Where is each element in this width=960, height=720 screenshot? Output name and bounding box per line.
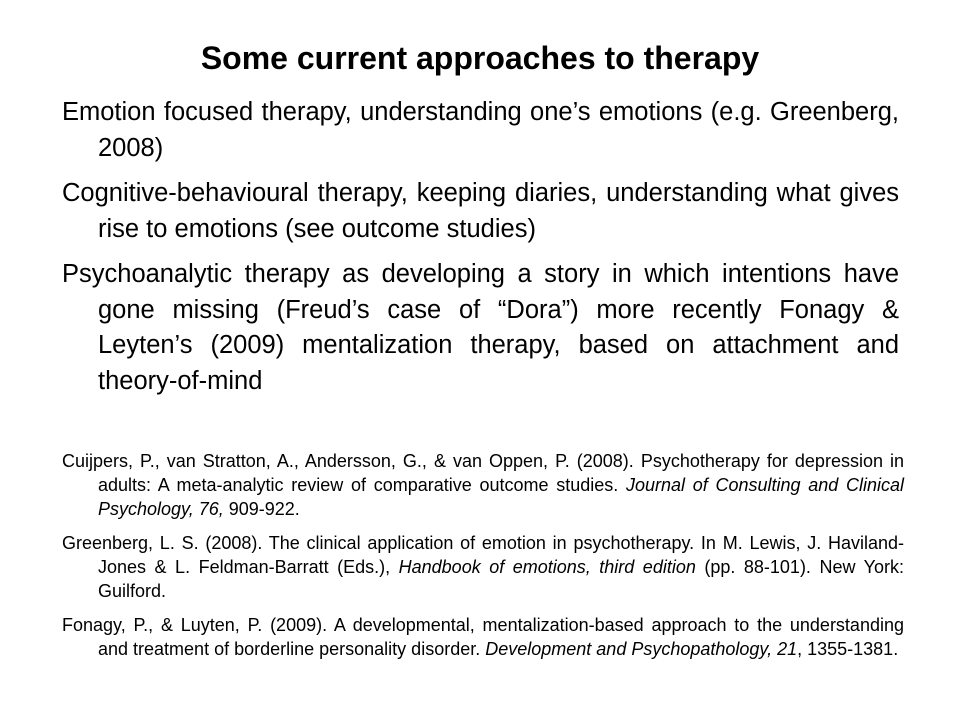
reference-pages: , 1355-1381. (797, 639, 899, 659)
reference-text: Fonagy, P., & Luyten, P. (2009). A developmental, mentalization-based approach to the understanding and treatment of borderline personality disorder. (62, 615, 904, 659)
slide-title: Some current approaches to therapy (200, 40, 760, 76)
reference-item (62, 449, 904, 521)
bullet-item: Emotion focused therapy, understanding one’s emotions (e.g. Greenberg, 2008) (62, 98, 899, 162)
bullet-list (62, 95, 899, 409)
reference-journal: Journal of Consulting and Clinical Psychology, 76, (98, 475, 905, 519)
reference-text: Greenberg, L. S. (2008). The clinical application of emotion in psychotherapy. In M. Lewis, J. Haviland-Jones & L. Feldman-Barratt (Eds.), (62, 533, 904, 577)
reference-journal: Development and Psychopathology, 21 (485, 639, 798, 659)
reference-text: Cuijpers, P., van Stratton, A., Andersson, G., & van Oppen, P. (2008). Psychotherapy for depression in adults: A meta-analytic review of comparative outcome studies. (62, 451, 904, 495)
reference-journal: Handbook of emotions, third edition (398, 557, 696, 577)
reference-item (62, 531, 904, 603)
reference-item (62, 613, 904, 661)
bullet-item: Cognitive-behavioural therapy, keeping diaries, understanding what gives rise to emotions (see outcome studies) (62, 179, 899, 243)
reference-list (62, 449, 904, 671)
bullet-item: Psychoanalytic therapy as developing a story in which intentions have gone missing (Freud’s case of “Dora”) more recently Fonagy & Leyten’s (2009) mentalization therapy, based on attachment and theory-of-mind (62, 260, 899, 395)
reference-pages: 909-922. (223, 499, 300, 519)
reference-pages: (pp. 88-101). New York: Guilford. (98, 557, 904, 601)
